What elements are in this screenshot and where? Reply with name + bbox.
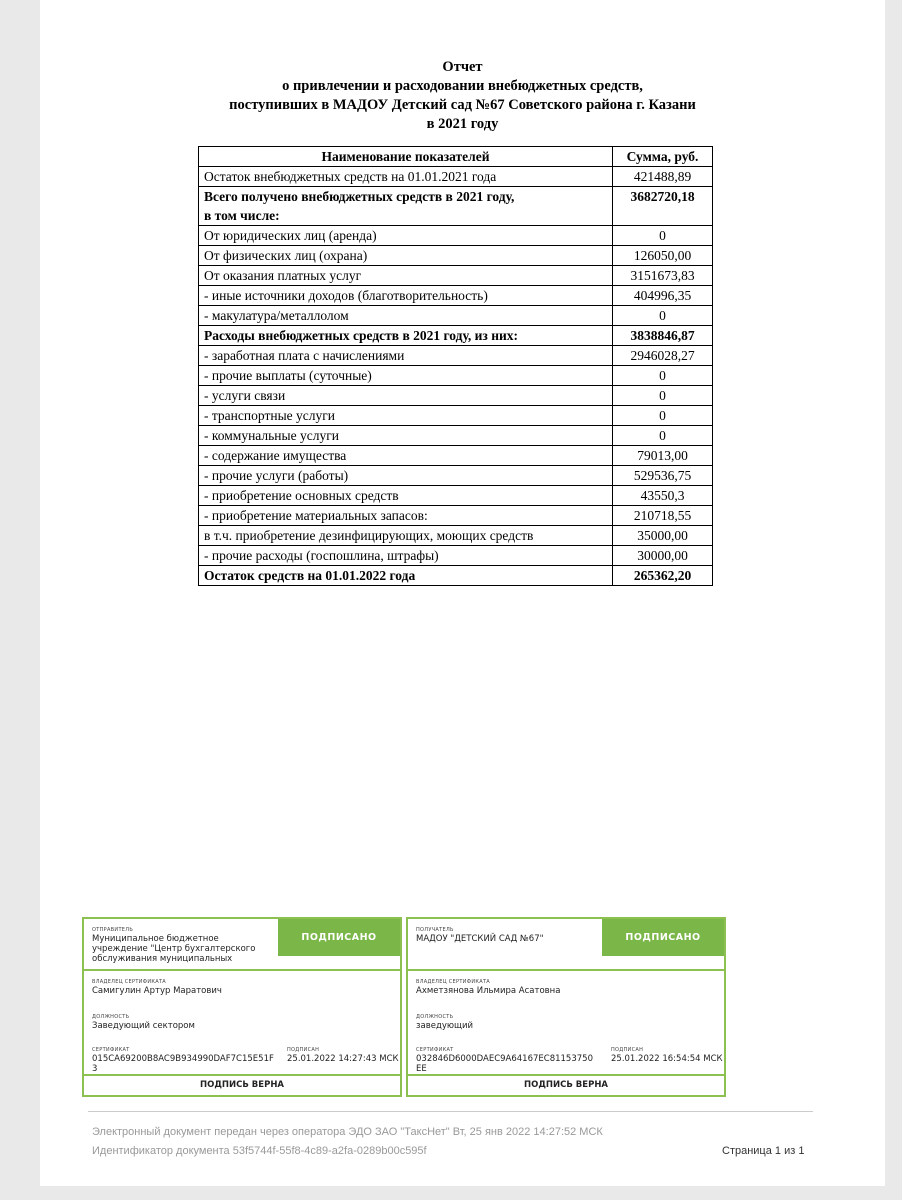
signed-badge: ПОДПИСАНО [278, 919, 400, 956]
row-value: 0 [613, 406, 713, 426]
signed-label: ПОДПИСАН [287, 1047, 320, 1053]
sender-signature-card [82, 917, 402, 1097]
row-name-cont: в том числе: [204, 208, 280, 223]
transfer-info: Электронный документ передан через оператора ЭДО ЗАО "ТаксНет" Вт, 25 янв 2022 14:27:52 МСК [92, 1126, 603, 1138]
table-row [199, 187, 713, 226]
row-name: - прочие расходы (госпошлина, штрафы) [204, 548, 439, 563]
row-label-cell [199, 366, 613, 386]
row-value: 265362,20 [613, 566, 713, 586]
table-row [199, 246, 713, 266]
row-label-cell [199, 246, 613, 266]
cert-number: 032846D6000DAEC9A64167EC81153750EE [416, 1054, 593, 1074]
row-name: - приобретение основных средств [204, 488, 399, 503]
table-row [199, 466, 713, 486]
table-row [199, 426, 713, 446]
row-value: 404996,35 [613, 286, 713, 306]
table-row [199, 486, 713, 506]
row-value: 79013,00 [613, 446, 713, 466]
row-label-cell [199, 466, 613, 486]
row-value: 3838846,87 [613, 326, 713, 346]
signature-valid: ПОДПИСЬ ВЕРНА [408, 1074, 724, 1095]
row-label-cell [199, 266, 613, 286]
signed-badge: ПОДПИСАНО [602, 919, 724, 956]
row-value: 421488,89 [613, 167, 713, 187]
cert-number: 015CA69200B8AC9B934990DAF7C15E51F3 [92, 1054, 274, 1074]
table-row [199, 366, 713, 386]
party-label: ПОЛУЧАТЕЛЬ [416, 927, 454, 933]
cert-label: СЕРТИФИКАТ [416, 1047, 454, 1053]
table-row [199, 326, 713, 346]
cert-label: СЕРТИФИКАТ [92, 1047, 130, 1053]
row-name: - заработная плата с начислениями [204, 348, 405, 363]
table-row [199, 546, 713, 566]
row-label-cell [199, 486, 613, 506]
row-label-cell [199, 386, 613, 406]
row-value: 35000,00 [613, 526, 713, 546]
row-value: 0 [613, 366, 713, 386]
title-line: в 2021 году [426, 116, 499, 132]
row-name: - приобретение материальных запасов: [204, 508, 428, 523]
table-row [199, 566, 713, 586]
table-row [199, 446, 713, 466]
row-value: 0 [613, 306, 713, 326]
signed-label: ПОДПИСАН [611, 1047, 644, 1053]
table-row [199, 526, 713, 546]
position: Заведующий сектором [92, 1021, 195, 1031]
table-row [199, 346, 713, 366]
row-value: 3682720,18 [613, 187, 713, 226]
row-value: 2946028,27 [613, 346, 713, 366]
row-name: От юридических лиц (аренда) [204, 228, 377, 243]
owner-label: ВЛАДЕЛЕЦ СЕРТИФИКАТА [92, 979, 167, 985]
row-name: От физических лиц (охрана) [204, 248, 368, 263]
receiver-signature-card [406, 917, 726, 1097]
title-line: поступивших в МАДОУ Детский сад №67 Советского района г. Казани [229, 97, 696, 113]
row-label-cell [199, 187, 613, 226]
row-label-cell [199, 446, 613, 466]
row-label-cell [199, 226, 613, 246]
party-section [408, 919, 724, 971]
signed-date: 25.01.2022 14:27:43 МСК [287, 1054, 399, 1064]
row-value: 3151673,83 [613, 266, 713, 286]
owner-name: Ахметзянова Ильмира Асатовна [416, 986, 561, 996]
row-label-cell [199, 326, 613, 346]
row-name: Всего получено внебюджетных средств в 2021 году, [204, 189, 515, 204]
row-name: - транспортные услуги [204, 408, 335, 423]
table-row [199, 406, 713, 426]
row-label-cell [199, 406, 613, 426]
document-page [40, 0, 885, 1186]
position-label: ДОЛЖНОСТЬ [416, 1014, 454, 1020]
party-name: МАДОУ "ДЕТСКИЙ САД №67" [416, 934, 544, 944]
row-label-cell [199, 506, 613, 526]
signed-date: 25.01.2022 16:54:54 МСК [611, 1054, 723, 1064]
title-line: о привлечении и расходовании внебюджетных средств, [282, 78, 643, 94]
row-value: 529536,75 [613, 466, 713, 486]
table-row [199, 286, 713, 306]
row-value: 30000,00 [613, 546, 713, 566]
row-label-cell [199, 546, 613, 566]
table-row [199, 386, 713, 406]
row-name: - содержание имущества [204, 448, 347, 463]
row-value: 210718,55 [613, 506, 713, 526]
row-value: 0 [613, 426, 713, 446]
page-number: Страница 1 из 1 [722, 1145, 805, 1157]
table-row [199, 266, 713, 286]
party-name: Муниципальное бюджетное учреждение "Центр бухгалтерского обслуживания муниципальных [92, 934, 256, 964]
row-name: в т.ч. приобретение дезинфицирующих, моющих средств [204, 528, 534, 543]
row-value: 43550,3 [613, 486, 713, 506]
finance-table [198, 146, 713, 586]
row-label-cell [199, 306, 613, 326]
row-name: - прочие услуги (работы) [204, 468, 349, 483]
owner-label: ВЛАДЕЛЕЦ СЕРТИФИКАТА [416, 979, 491, 985]
row-value: 126050,00 [613, 246, 713, 266]
row-label-cell [199, 426, 613, 446]
report-title [40, 58, 885, 134]
row-name: - иные источники доходов (благотворительность) [204, 288, 488, 303]
document-id: Идентификатор документа 53f5744f-55f8-4c89-a2fa-0289b00c595f [92, 1145, 427, 1157]
header-name: Наименование показателей [199, 147, 613, 167]
row-name: Остаток средств на 01.01.2022 года [204, 568, 416, 583]
row-label-cell [199, 286, 613, 306]
party-section [84, 919, 400, 971]
row-name: Расходы внебюджетных средств в 2021 году, из них: [204, 328, 519, 343]
row-name: - макулатура/металлолом [204, 308, 349, 323]
row-label-cell [199, 346, 613, 366]
signature-valid: ПОДПИСЬ ВЕРНА [84, 1074, 400, 1095]
footer-divider [88, 1111, 813, 1112]
position: заведующий [416, 1021, 474, 1031]
party-label: ОТПРАВИТЕЛЬ [92, 927, 134, 933]
row-name: Остаток внебюджетных средств на 01.01.2021 года [204, 169, 497, 184]
row-name: - прочие выплаты (суточные) [204, 368, 372, 383]
owner-name: Самигулин Артур Маратович [92, 986, 222, 996]
table-row [199, 167, 713, 187]
row-label-cell [199, 167, 613, 187]
table-row [199, 226, 713, 246]
table-row [199, 306, 713, 326]
row-value: 0 [613, 386, 713, 406]
table-row [199, 506, 713, 526]
title-line: Отчет [442, 59, 483, 75]
row-label-cell [199, 566, 613, 586]
row-name: - услуги связи [204, 388, 286, 403]
row-name: От оказания платных услуг [204, 268, 362, 283]
row-value: 0 [613, 226, 713, 246]
header-sum: Сумма, руб. [613, 147, 713, 167]
row-label-cell [199, 526, 613, 546]
row-name: - коммунальные услуги [204, 428, 339, 443]
position-label: ДОЛЖНОСТЬ [92, 1014, 130, 1020]
